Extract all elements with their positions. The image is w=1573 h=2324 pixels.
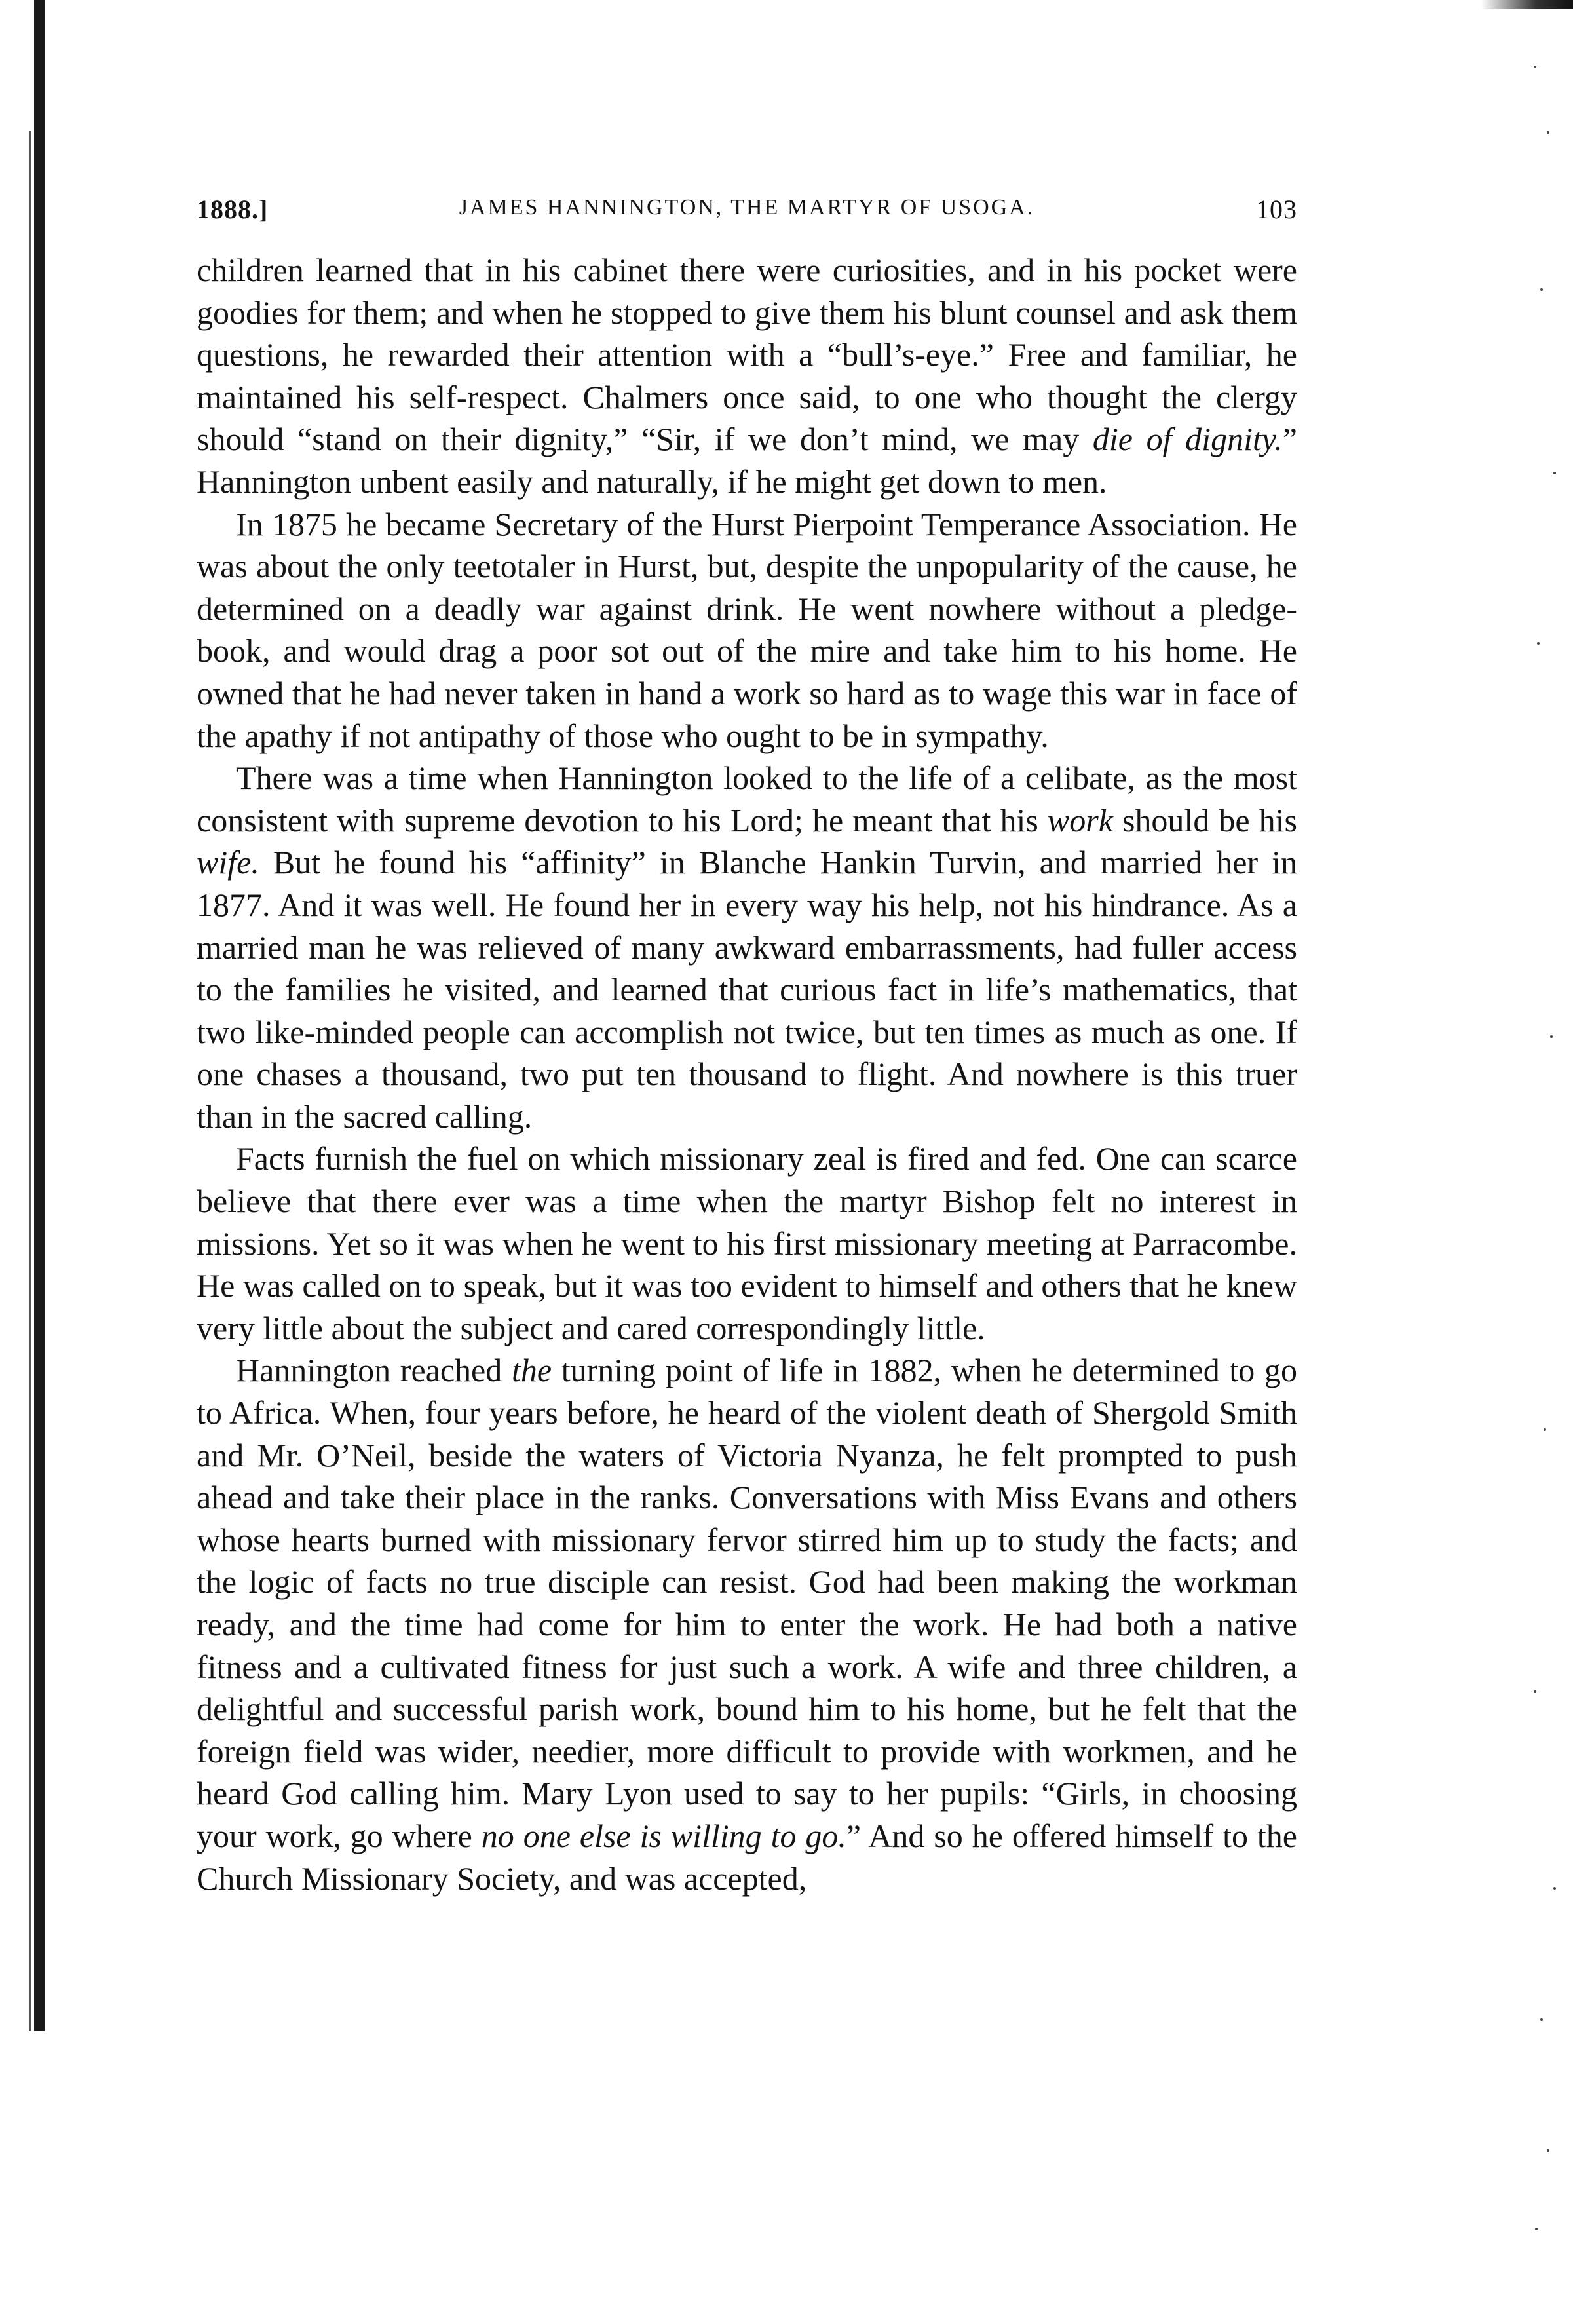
text-segment: But he found his “affinity” in Blanche Hankin Turvin, and married her in 1877. And it was well. He found her in every way his help, not his hindrance. As a married man he was relieved of many awkward embarrassments, had fuller access to the families he visited, and learned that curious fact in life’s mathematics, that two like-minded people can accomplish not twice, but ten times as much as one. If one chases a thousand, two put ten thousand to flight. And nowhere is this truer than in the sacred calling. — [197, 844, 1297, 1135]
paragraph-4 — [197, 1137, 1297, 1349]
text-segment: There was a time when Hannington looked to the life of a celibate, as the most consistent with supreme devotion to his Lord; he meant that his — [197, 759, 1297, 839]
text-segment: Hannington reached — [236, 1352, 512, 1389]
binding-line — [29, 131, 31, 2031]
text-segment: turning point of life in 1882, when he determined to go to Africa. When, four years before, he heard of the violent death of Shergold Smith and Mr. O’Neil, beside the waters of Victoria Nyanza, he felt prompted to push ahead and take their place in the ranks. Conversations with Miss Evans and others whose hearts burned with missionary fervor stirred him up to study the facts; and the logic of facts no true disciple can resist. God had been making the workman ready, and the time had come for him to enter the work. He had both a native fitness and a cultivated fitness for just such a work. A wife and three children, a delightful and successful parish work, bound him to his home, but he felt that the foreign field was wider, needier, more difficult to provide with workmen, and he heard God calling him. Mary Lyon used to say to her pupils: “Girls, in choosing your work, go where — [197, 1352, 1298, 1854]
text-segment: In 1875 he became Secretary of the Hurst Pierpoint Temperance Association. He was about the only teetotaler in Hurst, but, despite the unpopularity of the cause, he determined on a deadly war against drink. He went nowhere without a pledge-book, and would drag a poor sot out of the mire and take him to his home. He owned that he had never taken in hand a work so hard as to wage this war in face of the apathy if not antipathy of those who ought to be in sympathy. — [197, 505, 1297, 754]
italic-text: the — [511, 1352, 552, 1389]
running-header — [197, 194, 1297, 233]
text-segment: children learned that in his cabinet there were curiosities, and in his pocket were goodies for them; and when he stopped to give them his blunt counsel and ask them questions, he rewarded their attention with a “bull’s-eye.” Free and familiar, he maintained his self-respect. Chalmers once said, to one who thought the clergy should “stand on their dignity,” “Sir, if we don’t mind, we may — [197, 252, 1297, 458]
paragraph-3 — [197, 757, 1297, 1137]
body-text — [197, 249, 1297, 2149]
corner-scan-mark — [1481, 0, 1573, 9]
edge-specks — [1527, 52, 1566, 2280]
text-segment: Facts furnish the fuel on which missionary zeal is fired and fed. One can scarce believe that there ever was a time when the martyr Bishop felt no interest in missions. Yet so it was when he went to his first missionary meeting at Parracombe. He was called on to speak, but it was too evident to himself and others that he knew very little about the subject and cared correspondingly little. — [197, 1140, 1297, 1346]
header-year: 1888.] — [197, 195, 269, 224]
italic-text: die of dignity. — [1092, 421, 1283, 458]
binding-shadow — [34, 0, 45, 2031]
text-segment: should be his — [1112, 801, 1297, 839]
paragraph-5 — [197, 1349, 1297, 1899]
italic-text: work — [1047, 801, 1113, 839]
italic-text: wife. — [197, 844, 259, 881]
paragraph-1 — [197, 249, 1297, 503]
page-number: 103 — [1256, 195, 1297, 224]
running-title: JAMES HANNINGTON, THE MARTYR OF USOGA. — [459, 195, 1035, 219]
paragraph-2 — [197, 503, 1297, 757]
italic-text: no one else is willing to go. — [481, 1817, 846, 1854]
text-segment: ” And so he offered himself to the Church Missionary Society, and was accepted, — [197, 1817, 1297, 1897]
text-segment: ” Hannington unbent easily and naturally, if he might get down to men. — [197, 421, 1297, 500]
